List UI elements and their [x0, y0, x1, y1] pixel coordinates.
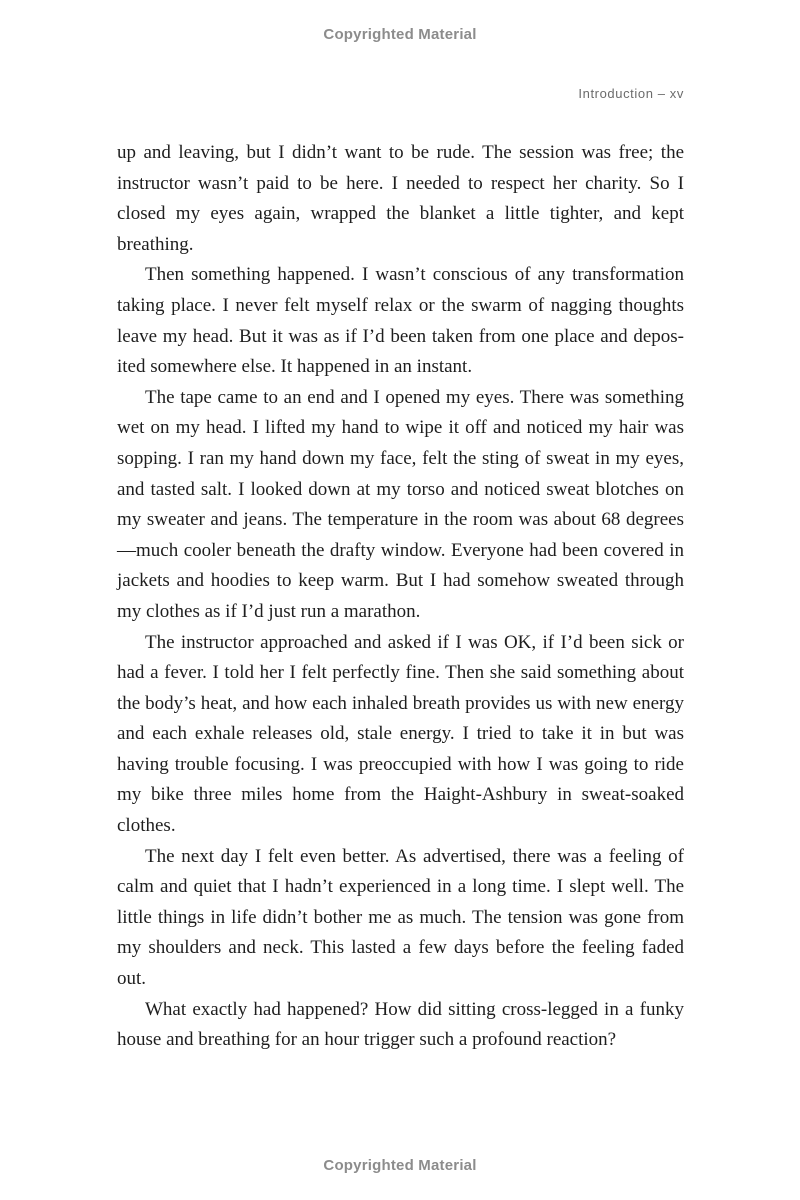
paragraph: The instructor approached and asked if I was OK, if I’d been sick or had a fever. I told her I felt perfectly fine. Then she said something about the body’s heat, and how each inhaled breath provides us with new energy and each exhale releases old, stale energy. I tried to take it in but was having trouble focusing. I was preoccupied with how I was going to ride my bike three miles home from the Haight-Ashbury in sweat-soaked clothes.	[117, 631, 684, 837]
paragraph: The tape came to an end and I opened my eyes. There was something wet on my head. I lifted my hand to wipe it off and noticed my hair was sopping. I ran my hand down my face, felt the sting of sweat in my eyes, and tasted salt. I looked down at my torso and noticed sweat blotches on my sweater and jeans. The temperature in the room was about 68 degrees—much cooler beneath the drafty window. Everyone had been covered in jackets and hoodies to keep warm. But I had somehow sweated through my clothes as if I’d just run a marathon.	[117, 386, 684, 622]
paragraph: What exactly had happened? How did sitting cross-legged in a funky house and breathing for an hour trigger such a profound reaction?	[117, 998, 684, 1051]
paragraph: The next day I felt even better. As advertised, there was a feeling of calm and quiet that I hadn’t experienced in a long time. I slept well. The little things in life didn’t bother me as much. The tension was gone from my shoulders and neck. This lasted a few days before the feeling faded out.	[117, 845, 684, 990]
running-head: Introduction – xv	[578, 86, 684, 101]
body-text	[117, 138, 684, 1056]
copyright-watermark-bottom: Copyrighted Material	[323, 1157, 477, 1174]
copyright-watermark-top: Copyrighted Material	[323, 26, 477, 43]
paragraph: up and leaving, but I didn’t want to be rude. The session was free; the instructor wasn’t paid to be here. I needed to respect her charity. So I closed my eyes again, wrapped the blanket a little tighter, and kept breathing.	[117, 142, 684, 255]
paragraph: Then something happened. I wasn’t conscious of any transformation taking place. I never felt myself relax or the swarm of nagging thoughts leave my head. But it was as if I’d been taken from one place and deposited somewhere else. It happened in an instant.	[117, 264, 684, 378]
